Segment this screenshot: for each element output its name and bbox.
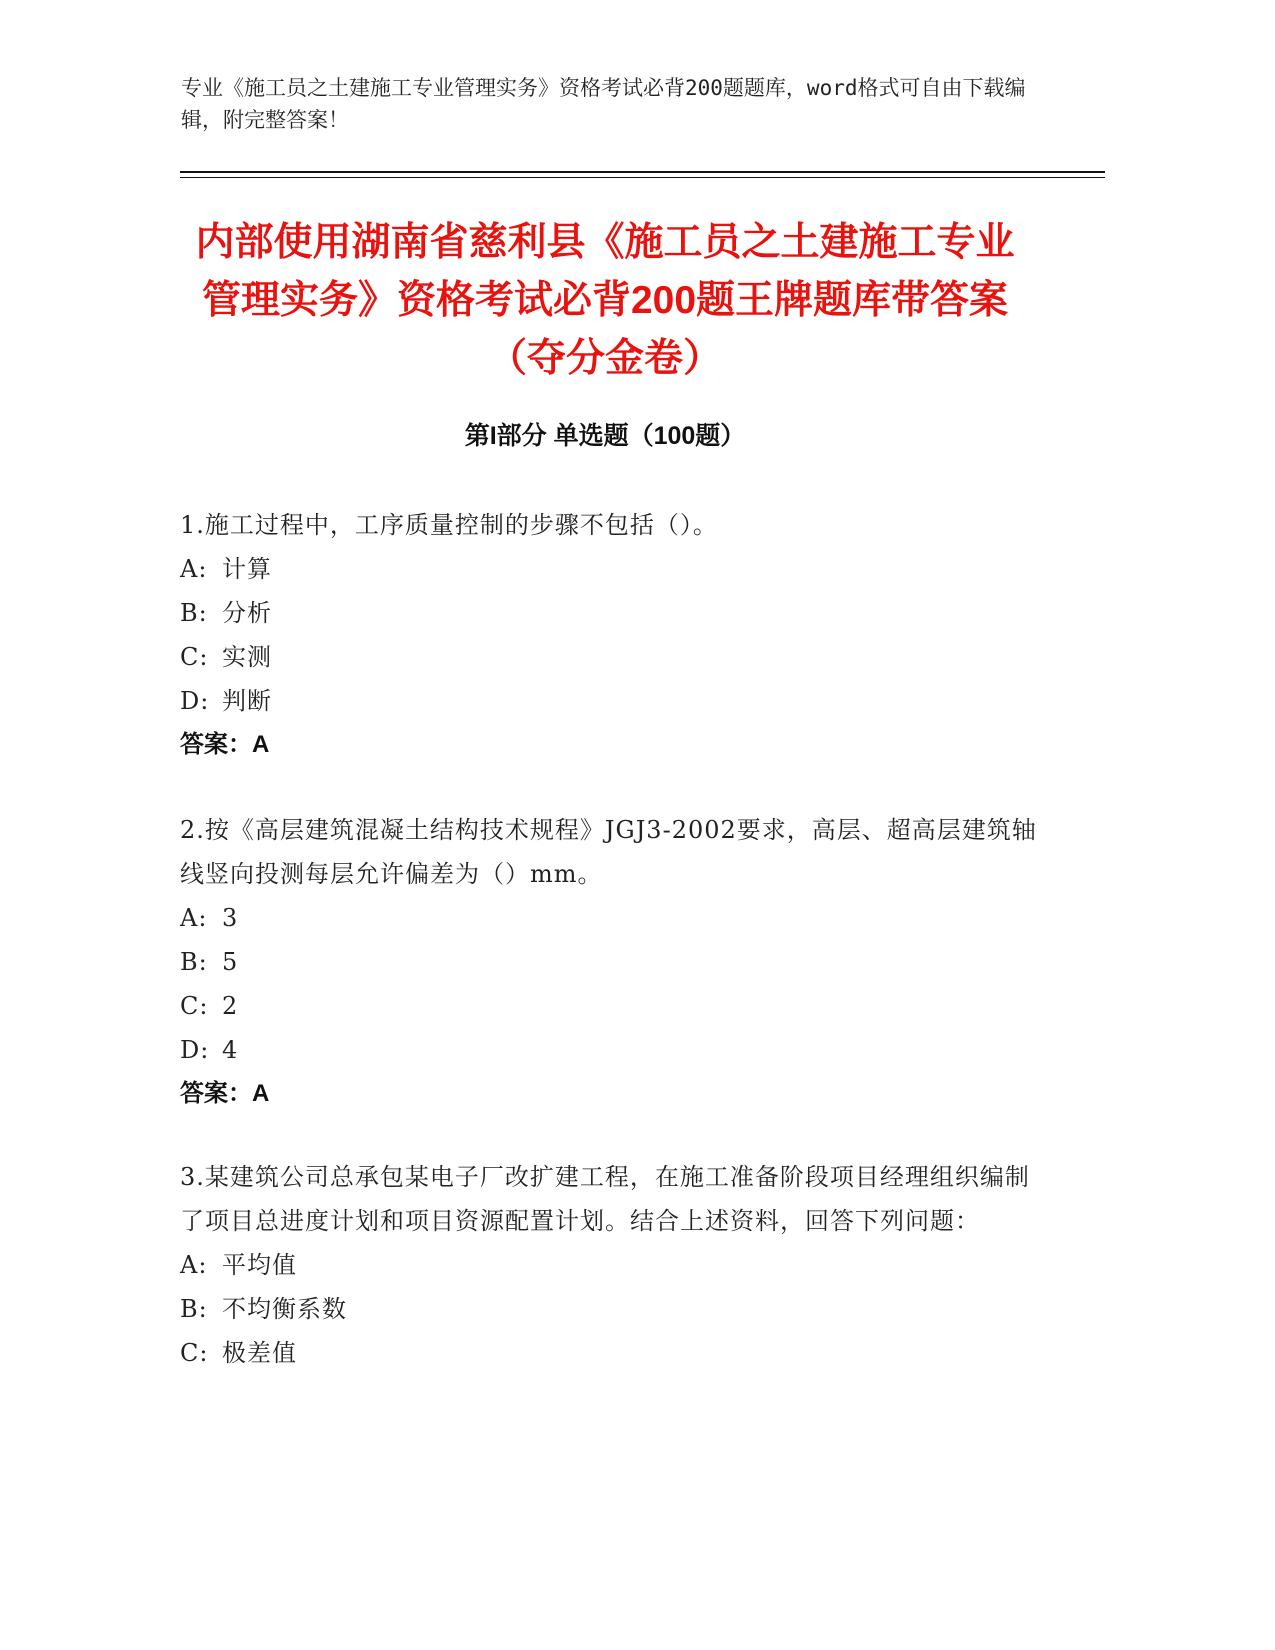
option-text: 2 [222, 992, 239, 1020]
option-b [180, 940, 1050, 984]
option-letter: B: [180, 1295, 208, 1323]
option-letter: C: [180, 1339, 209, 1367]
question-3 [180, 1155, 1050, 1375]
option-letter: A: [180, 904, 208, 932]
question-2 [180, 808, 1050, 1116]
option-letter: C: [180, 643, 209, 671]
option-c [180, 635, 1050, 679]
option-d [180, 679, 1050, 723]
option-text: 分析 [222, 599, 272, 627]
option-a [180, 1243, 1050, 1287]
option-letter: B: [180, 599, 208, 627]
option-text: 5 [222, 948, 239, 976]
option-letter: D: [180, 1036, 210, 1064]
header-divider-thick [180, 171, 1105, 173]
answer: 答案：A [180, 731, 270, 758]
option-text: 实测 [222, 643, 272, 671]
option-letter: A: [180, 1251, 208, 1279]
header-note: 专业《施工员之土建施工专业管理实务》资格考试必背200题题库，word格式可自由下载编辑，附完整答案！ [181, 76, 1026, 132]
option-letter: C: [180, 992, 209, 1020]
header-divider-thin [180, 177, 1105, 178]
option-text: 4 [222, 1036, 239, 1064]
option-c [180, 1331, 1050, 1375]
question-text: 3.某建筑公司总承包某电子厂改扩建工程，在施工准备阶段项目经理组织编制了项目总进度计划和项目资源配置计划。结合上述资料，回答下列问题： [180, 1163, 1030, 1235]
option-a [180, 896, 1050, 940]
question-text: 1.施工过程中，工序质量控制的步骤不包括（）。 [180, 511, 718, 539]
option-text: 极差值 [222, 1339, 297, 1367]
option-letter: B: [180, 948, 208, 976]
option-letter: A: [180, 555, 208, 583]
option-c [180, 984, 1050, 1028]
option-text: 计算 [222, 555, 272, 583]
option-b [180, 1287, 1050, 1331]
document-title: 内部使用湖南省慈利县《施工员之土建施工专业管理实务》资格考试必背200题王牌题库带答案（夺分金卷） [195, 221, 1015, 380]
section-heading: 第I部分 单选题（100题） [464, 422, 746, 450]
option-a [180, 547, 1050, 591]
option-text: 3 [222, 904, 239, 932]
question-1 [180, 503, 1050, 767]
option-text: 平均值 [222, 1251, 297, 1279]
option-text: 判断 [222, 687, 272, 715]
option-letter: D: [180, 687, 210, 715]
option-d [180, 1028, 1050, 1072]
answer: 答案：A [180, 1080, 270, 1107]
option-b [180, 591, 1050, 635]
question-text: 2.按《高层建筑混凝土结构技术规程》JGJ3-2002要求，高层、超高层建筑轴线竖向投测每层允许偏差为（）mm。 [180, 816, 1037, 888]
option-text: 不均衡系数 [222, 1295, 347, 1323]
